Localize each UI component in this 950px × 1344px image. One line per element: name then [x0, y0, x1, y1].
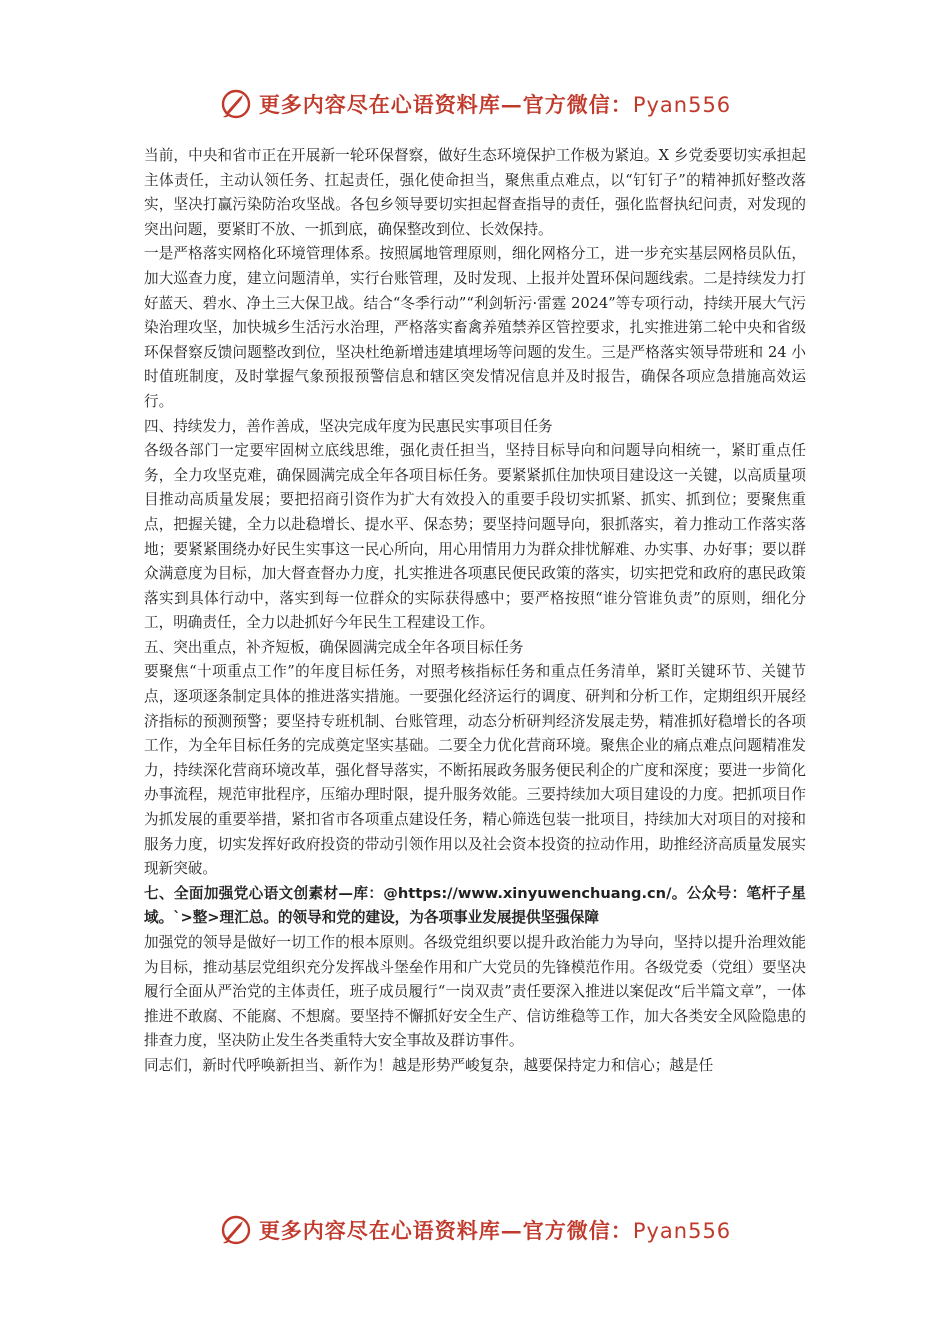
banner-text: 更多内容尽在心语资料库—官方微信：Pyan556: [258, 1218, 732, 1243]
paragraph: 同志们，新时代呼唤新担当、新作为！越是形势严峻复杂，越要保持定力和信心；越是任: [144, 1056, 714, 1074]
footer-banner: [0, 1208, 950, 1252]
paragraph: 各级各部门一定要牢固树立底线思维，强化责任担当，坚持目标导向和问题导向相统一，紧盯重点任务，全力攻坚克难，确保圆满完成全年各项目标任务。要紧紧抓住加快项目建设这一关键，以高质量项目推动高质量发展；要把招商引资作为扩大有效投入的重要手段切实抓紧、抓实、抓到位；要聚焦重点，把握关键，全力以赴稳增长、提水平、保态势；要坚持问题导向，狠抓落实，着力推动工作落实落地；要紧紧围绕办好民生实事这一民心所向，用心用情用力为群众排忧解难、办实事、办好事；要以群众满意度为目标，加大督查督办力度，扎实推进各项惠民便民政策的落实，切实把党和政府的惠民政策落实到具体行动中，落实到每一位群众的实际获得感中；要严格按照“谁分管谁负责”的原则，细化分工，明确责任，全力以赴抓好今年民生工程建设工作。: [144, 442, 806, 632]
paragraph: 一是严格落实网格化环境管理体系。按照属地管理原则，细化网格分工，进一步充实基层网格员队伍，加大巡查力度，建立问题清单，实行台账管理，及时发现、上报并处置环保问题线索。二是持续发力打好蓝天、碧水、净土三大保卫战。结合“冬季行动”“利剑斩污·雷霆 2024”等专项行动，持续开展大气污染治理攻坚，加快城乡生活污水治理，严格落实畜禽养殖禁养区管控要求，扎实推进第二轮中央和省级环保督察反馈问题整改到位，坚决杜绝新增违建填埋场等问题的发生。三是严格落实领导带班和 24 小时值班制度，及时掌握气象预报预警信息和辖区突发情况信息并及时报告，确保各项应急措施高效运行。: [144, 245, 806, 410]
document-body: [144, 144, 806, 1079]
paragraph: 加强党的领导是做好一切工作的根本原则。各级党组织要以提升政治能力为导向，坚持以提升治理效能为目标，推动基层党组织充分发挥战斗堡垒作用和广大党员的先锋模范作用。各级党委（党组）要坚决履行全面从严治党的主体责任，班子成员履行“一岗双责”责任要深入推进以案促改“后半篇文章”，一体推进不敢腐、不能腐、不想腐。要坚持不懈抓好安全生产、信访维稳等工作，加大各类安全风险隐患的排查力度，坚决防止发生各类重特大安全事故及群访事件。: [144, 934, 806, 1050]
bold-section-heading: 七、全面加强党心语文创素材—库：@https://www.xinyuwenchuang.cn/。公众号：笔杆子星域。`>整>理汇总。的领导和党的建设，为各项事业发展提供坚强保障: [144, 884, 806, 927]
paragraph: 当前，中央和省市正在开展新一轮环保督察，做好生态环境保护工作极为紧迫。X 乡党委要切实承担起主体责任，主动认领任务、扛起责任，强化使命担当，聚焦重点难点，以“钉钉子”的精神抓好整改落实，坚决打赢污染防治攻坚战。各包乡领导要切实担起督查指导的责任，强化监督执纪问责，对发现的突出问题，要紧盯不放、一抓到底，确保整改到位、长效保持。: [144, 147, 806, 238]
banner-text: 更多内容尽在心语资料库—官方微信：Pyan556: [258, 92, 732, 117]
header-banner: [0, 82, 950, 126]
paragraph: 要聚焦“十项重点工作”的年度目标任务，对照考核指标任务和重点任务清单，紧盯关键环节、关键节点，逐项逐条制定具体的推进落实措施。一要强化经济运行的调度、研判和分析工作，定期组织开展经济指标的预测预警；要坚持专班机制、台账管理，动态分析研判经济发展走势，精准抓好稳增长的各项工作，为全年目标任务的完成奠定坚实基础。二要全力优化营商环境。聚焦企业的痛点难点问题精准发力，持续深化营商环境改革，强化督导落实，不断拓展政务服务便民利企的广度和深度；要进一步简化办事流程，规范审批程序，压缩办理时限，提升服务效能。三要持续加大项目建设的力度。把抓项目作为抓发展的重要举措，紧扣省市各项重点建设任务，精心筛选包装一批项目，持续加大对项目的对接和服务力度，切实发挥好政府投资的带动引领作用以及社会资本投资的拉动作用，助推经济高质量发展实现新突破。: [144, 663, 806, 878]
section-heading: 四、持续发力，善作善成，坚决完成年度为民惠民实事项目任务: [144, 417, 553, 435]
brush-logo-icon: [219, 1213, 253, 1247]
section-heading: 五、突出重点，补齐短板，确保圆满完成全年各项目标任务: [144, 638, 524, 656]
brush-logo-icon: [219, 87, 253, 121]
